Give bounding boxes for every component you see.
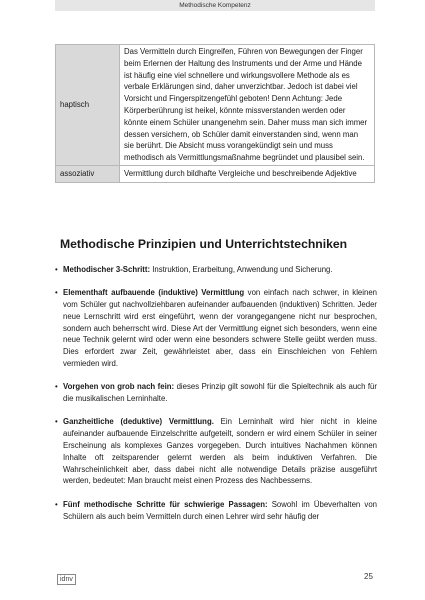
section-heading: Methodische Prinzipien und Unterrichtstechniken (60, 237, 348, 251)
principles-list (55, 264, 377, 534)
item-text: Sowohl im Übeverhalten von Schülern als auch beim Vermitteln durch einen Lehrer wird sehr häufig der (63, 499, 377, 521)
table-term-cell: haptisch (56, 45, 120, 166)
list-item (55, 264, 377, 276)
item-keyword: Fünf methodische Schritte für schwierige Passagen: (63, 499, 268, 509)
item-keyword: Vorgehen von grob nach fein: (63, 382, 175, 392)
running-header: Methodische Kompetenz (55, 0, 375, 11)
publisher-logo: idnv (57, 574, 76, 585)
list-item (55, 287, 377, 370)
table-row (56, 45, 375, 166)
table-row (56, 165, 375, 182)
table-description-cell: Das Vermitteln durch Eingreifen, Führen von Bewegungen der Finger beim Erlernen der Haltung des Instruments und der Arme und Hände ist häufig eine viel schnellere und wirkungsvollere Methode als es verbale Erklärungen sind, daher unverzichtbar. Jedoch ist dabei viel Vorsicht und Fingerspitzengefühl geboten! Denn Achtung: Jede Körperberührung ist heikel, könnte missverstanden werden oder könnte einem Schüler unangenehm sein. Daher muss man sich immer dessen versichern, ob Schüler damit einverstanden sind, wenn man sie berührt. Die Absicht muss vorangekündigt sein und muss methodisch als Vermittlungsmaßnahme begründet und plausibel sein. (120, 45, 375, 166)
list-item (55, 499, 377, 523)
competence-table (55, 44, 375, 183)
table-description-cell: Vermittlung durch bildhafte Vergleiche und beschreibende Adjektive (120, 165, 375, 182)
item-keyword: Methodischer 3-Schritt: (63, 265, 151, 274)
bullet-icon: • (55, 499, 58, 509)
item-keyword: Elementhaft aufbauende (induktive) Vermittlung (63, 288, 245, 298)
bullet-icon: • (55, 288, 58, 298)
item-keyword: Ganzheitliche (deduktive) Vermittlung. (63, 417, 214, 427)
item-text: Ein Lerninhalt wird hier nicht in kleine aufeinander aufbauende Einzelschritte aufgeteilt, sondern er wird einem Schüler in seiner Erscheinung als komplexes Ganzes vorgegeben. Durch intuitives Nachahmen können Inhalte oft zeitsparender gelernt werden als beim induktiven Verfahren. Die Wahrscheinlichkeit aber, dass dabei nicht alle notwendige Details präzise ausgeführt werden, bedeutet: Man braucht meist einen Prozess des Nachbesserns. (63, 417, 377, 486)
bullet-icon: • (55, 417, 58, 427)
table-term-cell: assoziativ (56, 165, 120, 182)
item-text: Instruktion, Erarbeitung, Anwendung und Sicherung. (150, 265, 333, 274)
item-text: von einfach nach schwer, in kleinen vom Schüler gut nachvollziehbaren aufeinander aufbauenden (induktiven) Schritten. Jeder neue Lernschritt wird erst eingeführt, wenn der vorangegangene nicht nur besprochen, sondern auch beherrscht wird. Diese Art der Vermittlung eignet sich besonders, wenn eine neue Technik gelernt wird oder wenn eine besonders schwere Stelle geübt werden muss. Dies erfordert zwar Zeit, gewährleistet aber, dass ein Einschleichen von Fehlern vermieden wird. (63, 288, 378, 369)
bullet-icon: • (55, 265, 58, 274)
page-number: 25 (364, 572, 373, 581)
bullet-icon: • (55, 382, 58, 392)
list-item (55, 381, 377, 405)
list-item (55, 416, 377, 487)
item-text: dieses Prinzip gilt sowohl für die Spieltechnik als auch für die musikalischen Lerninhalte. (63, 382, 377, 404)
